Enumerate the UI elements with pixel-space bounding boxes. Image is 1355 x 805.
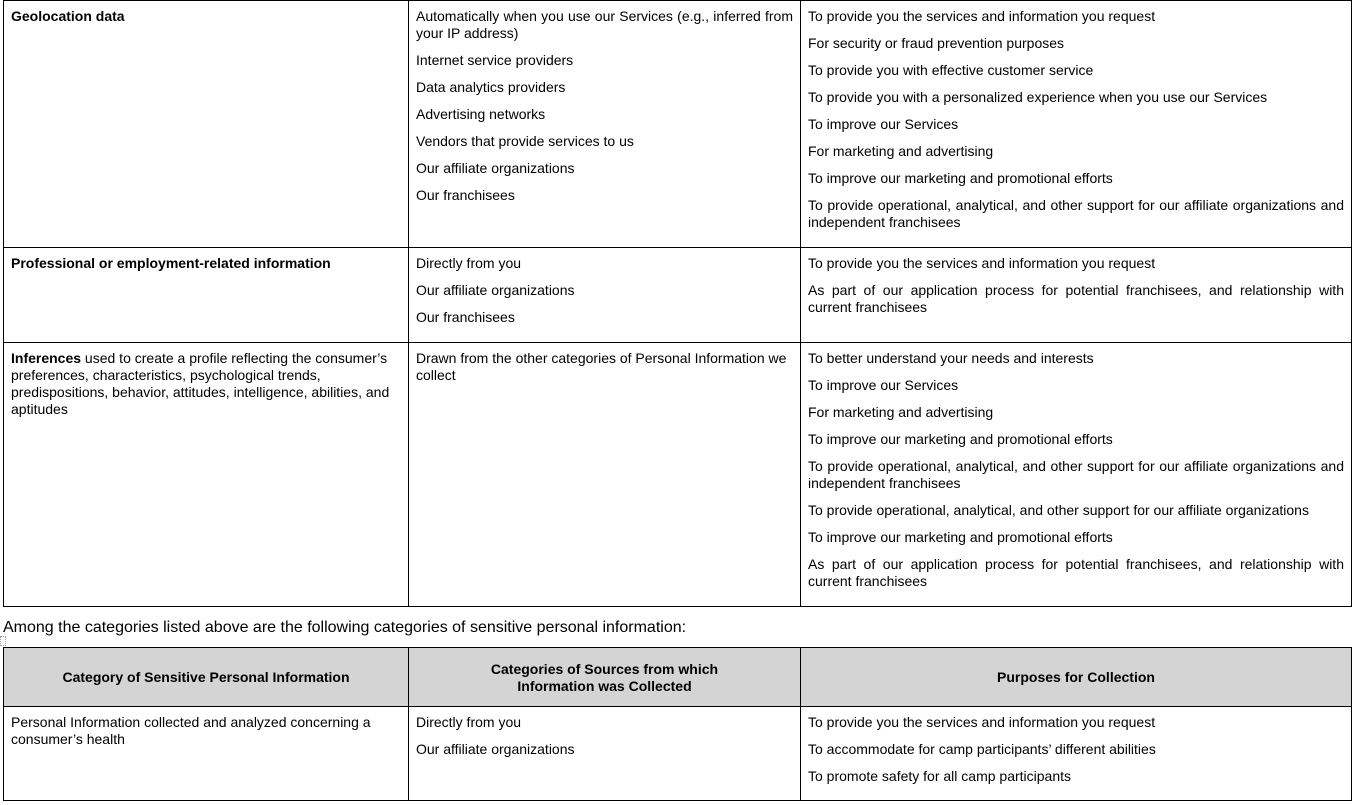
- purpose-item: For marketing and advertising: [808, 143, 994, 159]
- purpose-item: For security or fraud prevention purposes: [808, 35, 1065, 51]
- purpose-item: As part of our application process for potential franchisees, and relationship with current franchisees: [808, 282, 1344, 315]
- purpose-item: To provide operational, analytical, and other support for our affiliate organizations and independent franchisees: [808, 197, 1344, 230]
- source-item: Our affiliate organizations: [416, 160, 575, 176]
- category-cell: [4, 343, 409, 607]
- sensitive-information-table: [3, 647, 1352, 801]
- table-row-professional: [4, 248, 1352, 343]
- sources-cell: [409, 248, 801, 343]
- table-header-row: [4, 648, 1352, 707]
- category-description: used to create a profile reflecting the consumer’s preferences, characteristics, psychological trends, predispositions, behavior, attitudes, intelligence, abilities, and aptitudes: [11, 350, 390, 417]
- source-item: Data analytics providers: [416, 79, 566, 95]
- table-row-inferences: [4, 343, 1352, 607]
- sources-cell: [409, 707, 801, 801]
- category-cell: [4, 248, 409, 343]
- purpose-item: To improve our marketing and promotional efforts: [808, 431, 1113, 447]
- purpose-item: To improve our Services: [808, 116, 959, 132]
- purpose-item: To provide operational, analytical, and other support for our affiliate organizations: [808, 502, 1309, 518]
- paragraph-anchor-marker: [0, 636, 6, 646]
- purposes-cell: [801, 343, 1352, 607]
- personal-information-table: [3, 0, 1352, 607]
- purpose-item: To provide you with a personalized experience when you use our Services: [808, 89, 1268, 105]
- source-item: Vendors that provide services to us: [416, 133, 634, 149]
- column-header-category: Category of Sensitive Personal Information: [4, 648, 409, 707]
- purpose-item: To better understand your needs and interests: [808, 350, 1094, 366]
- category-description: Personal Information collected and analyzed concerning a consumer’s health: [11, 714, 371, 747]
- column-header-sources: [409, 648, 801, 707]
- table-row-geolocation: [4, 1, 1352, 248]
- source-item: Directly from you: [416, 714, 522, 730]
- source-item: Advertising networks: [416, 106, 546, 122]
- column-header-purposes: Purposes for Collection: [801, 648, 1352, 707]
- purposes-cell: [801, 1, 1352, 248]
- source-item: Internet service providers: [416, 52, 574, 68]
- purpose-item: For marketing and advertising: [808, 404, 994, 420]
- purpose-item: To improve our Services: [808, 377, 959, 393]
- purpose-item: To provide you the services and information you request: [808, 8, 1156, 24]
- sources-cell: [409, 1, 801, 248]
- source-item: Our franchisees: [416, 187, 515, 203]
- source-item: Directly from you: [416, 255, 522, 271]
- purpose-item: To provide you with effective customer service: [808, 62, 1094, 78]
- source-item: Drawn from the other categories of Personal Information we collect: [416, 350, 787, 383]
- purpose-item: To provide you the services and information you request: [808, 714, 1156, 730]
- column-header-sources-label: Categories of Sources from which Information was Collected: [490, 660, 719, 694]
- category-title: Inferences: [11, 350, 82, 366]
- purpose-item: To provide operational, analytical, and other support for our affiliate organizations and independent franchisees: [808, 458, 1344, 491]
- sources-cell: [409, 343, 801, 607]
- sensitive-info-intro: Among the categories listed above are the following categories of sensitive personal information:: [3, 619, 687, 636]
- category-title: Geolocation data: [11, 8, 125, 24]
- category-cell: [4, 707, 409, 801]
- purpose-item: To provide you the services and information you request: [808, 255, 1156, 271]
- table-row-health: [4, 707, 1352, 801]
- purpose-item: To improve our marketing and promotional efforts: [808, 170, 1113, 186]
- category-cell: [4, 1, 409, 248]
- purpose-item: To promote safety for all camp participants: [808, 768, 1072, 784]
- source-item: Our affiliate organizations: [416, 282, 575, 298]
- source-item: Automatically when you use our Services (e.g., inferred from your IP address): [416, 8, 793, 41]
- purpose-item: As part of our application process for potential franchisees, and relationship with current franchisees: [808, 556, 1344, 589]
- purposes-cell: [801, 707, 1352, 801]
- purpose-item: To improve our marketing and promotional efforts: [808, 529, 1113, 545]
- purposes-cell: [801, 248, 1352, 343]
- purpose-item: To accommodate for camp participants’ different abilities: [808, 741, 1156, 757]
- source-item: Our affiliate organizations: [416, 741, 575, 757]
- category-title: Professional or employment-related information: [11, 255, 331, 271]
- source-item: Our franchisees: [416, 309, 515, 325]
